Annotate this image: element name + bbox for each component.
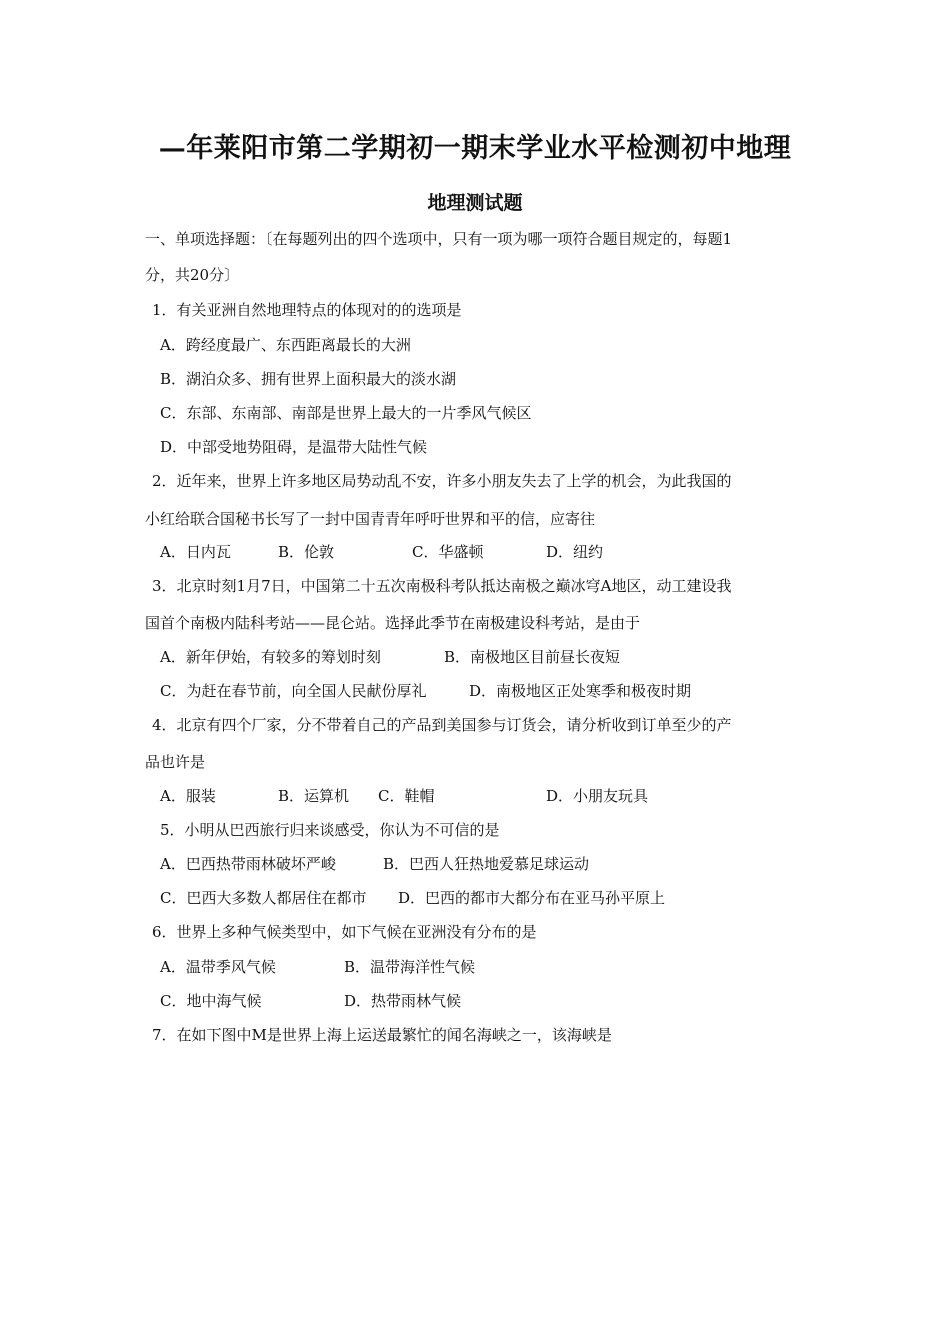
question-7-stem: 7．在如下图中M是世界上海上运送最繁忙的闻名海峡之一，该海峡是 bbox=[152, 1026, 612, 1044]
question-1-option-d: D．中部受地势阻碍，是温带大陆性气候 bbox=[160, 438, 428, 456]
question-6-option-a: A．温带季风气候 bbox=[160, 958, 276, 976]
document-subtitle: 地理测试题 bbox=[427, 192, 523, 214]
question-4-option-c: C．鞋帽 bbox=[378, 787, 435, 805]
question-3-option-d: D．南极地区正处寒季和极夜时期 bbox=[469, 682, 692, 700]
question-4-option-a: A．服装 bbox=[160, 787, 216, 805]
question-2-stem-line-1: 2．近年来，世界上许多地区局势动乱不安，许多小朋友失去了上学的机会，为此我国的 bbox=[152, 472, 732, 490]
question-2-option-d: D．纽约 bbox=[546, 543, 604, 561]
question-4-option-d: D．小朋友玩具 bbox=[546, 787, 649, 805]
question-1-stem: 1．有关亚洲自然地理特点的体现对的的选项是 bbox=[152, 301, 462, 319]
question-4-option-b: B．运算机 bbox=[278, 787, 350, 805]
question-6-option-b: B．温带海洋性气候 bbox=[344, 958, 476, 976]
question-3-option-a: A．新年伊始，有较多的筹划时刻 bbox=[160, 648, 381, 666]
question-5-option-d: D．巴西的都市大都分布在亚马孙平原上 bbox=[398, 889, 666, 907]
question-2-option-a: A．日内瓦 bbox=[160, 543, 231, 561]
question-5-option-b: B．巴西人狂热地爱慕足球运动 bbox=[383, 855, 590, 873]
question-1-option-b: B．湖泊众多、拥有世界上面积最大的淡水湖 bbox=[160, 370, 457, 388]
question-5-stem: 5．小明从巴西旅行归来谈感受，你认为不可信的是 bbox=[160, 821, 500, 839]
question-5-option-c: C．巴西大多数人都居住在都市 bbox=[160, 889, 367, 907]
question-4-stem-line-2: 品也许是 bbox=[145, 753, 206, 771]
document-title: —年莱阳市第二学期初一期末学业水平检测初中地理 bbox=[158, 133, 792, 164]
section-instruction-line-2: 分，共20分〕 bbox=[145, 266, 240, 284]
question-6-option-d: D．热带雨林气候 bbox=[344, 992, 462, 1010]
question-3-stem-line-1: 3．北京时刻1月7日，中国第二十五次南极科考队抵达南极之巅冰穹A地区，动工建设我 bbox=[152, 577, 732, 595]
question-1-option-c: C．东部、东南部、南部是世界上最大的一片季风气候区 bbox=[160, 404, 532, 422]
question-2-option-b: B．伦敦 bbox=[278, 543, 335, 561]
question-6-stem: 6．世界上多种气候类型中，如下气候在亚洲没有分布的是 bbox=[152, 923, 537, 941]
question-2-option-c: C．华盛顿 bbox=[412, 543, 484, 561]
question-1-option-a: A．跨经度最广、东西距离最长的大洲 bbox=[160, 336, 411, 354]
question-3-stem-line-2: 国首个南极内陆科考站——昆仑站。选择此季节在南极建设科考站，是由于 bbox=[145, 614, 641, 632]
question-2-stem-line-2: 小红给联合国秘书长写了一封中国青青年呼吁世界和平的信，应寄往 bbox=[145, 510, 596, 528]
question-4-stem-line-1: 4．北京有四个厂家，分不带着自己的产品到美国参与订货会，请分析收到订单至少的产 bbox=[152, 716, 732, 734]
question-3-option-b: B．南极地区目前昼长夜短 bbox=[444, 648, 621, 666]
question-3-option-c: C．为赶在春节前，向全国人民献份厚礼 bbox=[160, 682, 427, 700]
question-6-option-c: C．地中海气候 bbox=[160, 992, 262, 1010]
section-instruction-line-1: 一、单项选择题：〔在每题列出的四个选项中，只有一项为哪一项符合题目规定的，每题1 bbox=[145, 230, 733, 248]
question-5-option-a: A．巴西热带雨林破坏严峻 bbox=[160, 855, 336, 873]
